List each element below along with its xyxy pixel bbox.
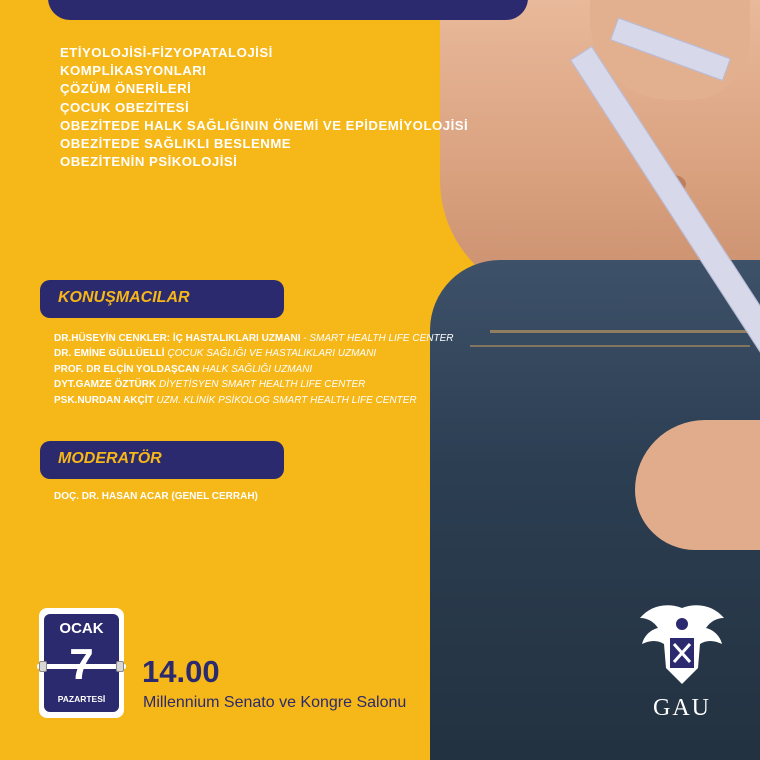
calendar-ring-icon (116, 661, 124, 672)
speaker-name: DYT.GAMZE ÖZTÜRK (54, 379, 157, 391)
topic-list (60, 44, 468, 171)
speaker-role: UZM. KLİNİK PSİKOLOG SMART HEALTH LIFE CENTER (153, 394, 417, 406)
calendar-weekday: PAZARTESİ (57, 694, 106, 704)
speaker-role: ÇOCUK SAĞLIĞI VE HASTALIKLARI UZMANI (164, 348, 377, 360)
speaker-role: DİYETİSYEN SMART HEALTH LIFE CENTER (156, 379, 366, 391)
speaker-role: HALK SAĞLIĞI UZMANI (199, 363, 313, 375)
speaker-item (54, 377, 453, 392)
title-banner-fragment (48, 0, 528, 20)
moderator-heading-pill (40, 441, 284, 479)
speakers-heading-pill (40, 280, 284, 318)
moderator-name: DOÇ. DR. HASAN ACAR (GENEL CERRAH) (54, 491, 258, 502)
speaker-name: DR.HÜSEYİN CENKLER: İÇ HASTALIKLARI UZMANI (54, 333, 301, 344)
speaker-list (54, 331, 453, 408)
topic-item: OBEZİTENİN PSİKOLOJİSİ (60, 154, 238, 170)
speaker-item (54, 346, 453, 361)
speaker-name: PSK.NURDAN AKÇİT (54, 394, 154, 406)
topic-item: KOMPLİKASYONLARI (60, 63, 207, 79)
eagle-crest-icon (636, 598, 728, 692)
topic-item: OBEZİTEDE SAĞLIKLI BESLENME (60, 136, 292, 152)
photo-jeans-seam (470, 345, 750, 347)
topic-item: ÇOCUK OBEZİTESİ (60, 99, 190, 115)
event-venue: Millennium Senato ve Kongre Salonu (143, 694, 407, 711)
calendar-month: OCAK (59, 620, 104, 637)
speaker-item (54, 393, 453, 408)
speaker-role: - SMART HEALTH LIFE CENTER (300, 333, 454, 344)
calendar-ring-icon (39, 661, 47, 672)
topic-item: ÇÖZÜM ÖNERİLERİ (60, 81, 192, 97)
speakers-heading: KONUŞMACILAR (58, 289, 190, 306)
university-logo (636, 598, 728, 722)
speaker-name: DR. EMİNE GÜLLÜELLİ (54, 348, 165, 360)
calendar-face (44, 614, 119, 712)
photo-jeans-seam (490, 330, 750, 333)
logo-text: GAU (653, 695, 711, 721)
topic-item: OBEZİTEDE HALK SAĞLIĞININ ÖNEMİ VE EPİDEMİYOLOJİSİ (60, 117, 469, 133)
topic-item: ETİYOLOJİSİ-FİZYOPATALOJİSİ (60, 45, 273, 60)
calendar-ring-bar (37, 664, 126, 669)
speaker-item (54, 362, 453, 377)
event-time: 14.00 (142, 654, 220, 689)
speaker-name: PROF. DR ELÇİN YOLDAŞCAN (54, 363, 200, 375)
speaker-item (54, 331, 453, 346)
calendar-badge (39, 608, 124, 718)
moderator-heading: MODERATÖR (58, 450, 162, 467)
